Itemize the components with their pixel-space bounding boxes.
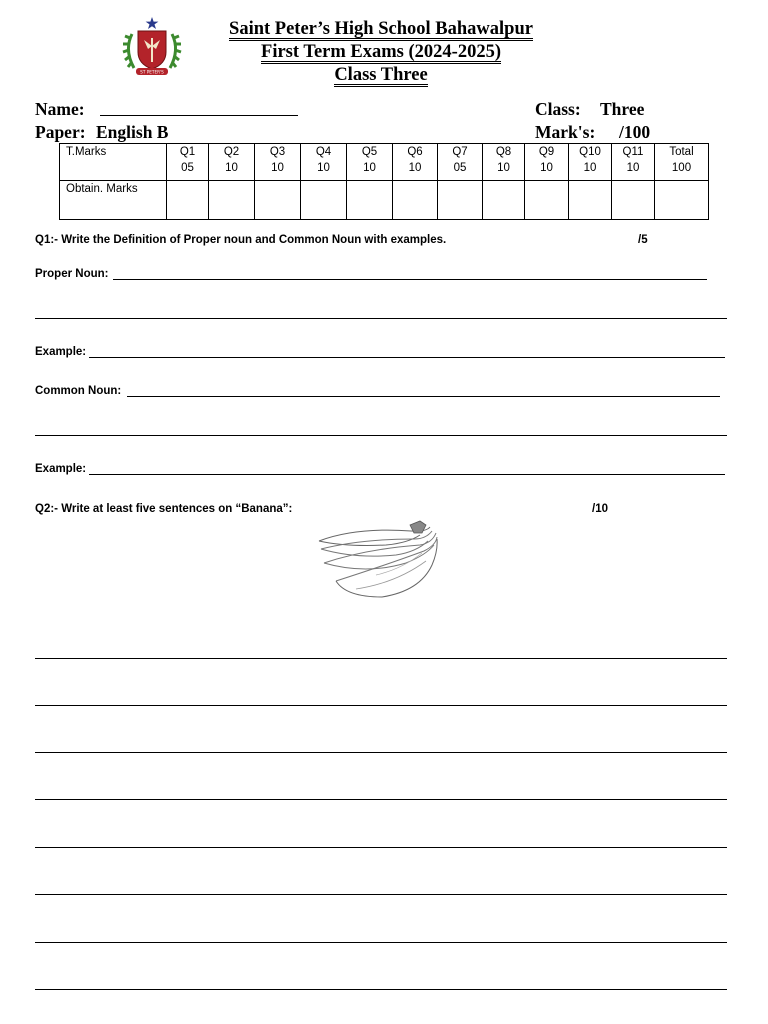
q3-total: Q3 10	[255, 144, 301, 181]
q9-obtained[interactable]	[525, 181, 569, 220]
q1-question: Q1:- Write the Definition of Proper noun and Common Noun with examples.	[35, 234, 447, 246]
answer-line-5[interactable]	[35, 847, 727, 848]
q4-obtained[interactable]	[301, 181, 347, 220]
answer-line-1[interactable]	[35, 658, 727, 659]
proper-noun-line[interactable]	[113, 279, 707, 280]
q2-total: Q2 10	[209, 144, 255, 181]
name-field[interactable]	[100, 115, 298, 116]
q8-obtained[interactable]	[483, 181, 525, 220]
q2-marks: /10	[592, 503, 608, 515]
answer-line-3[interactable]	[35, 752, 727, 753]
marks-label: Mark's:	[535, 122, 596, 142]
answer-line-4[interactable]	[35, 799, 727, 800]
example-1-line[interactable]	[89, 357, 725, 358]
q10-obtained[interactable]	[569, 181, 612, 220]
proper-noun-line-2[interactable]	[35, 318, 727, 319]
q5-total: Q5 10	[347, 144, 393, 181]
total-obtained[interactable]	[655, 181, 709, 220]
class-value: Three	[600, 99, 645, 119]
example-2-line[interactable]	[89, 474, 725, 475]
example-2-label: Example:	[35, 463, 87, 475]
common-noun-line-2[interactable]	[35, 435, 727, 436]
class-title: Class Three	[334, 65, 428, 85]
q8-total: Q8 10	[483, 144, 525, 181]
answer-line-6[interactable]	[35, 894, 727, 895]
total-marks-row	[60, 144, 709, 181]
q1-obtained[interactable]	[167, 181, 209, 220]
name-label: Name:	[35, 99, 85, 119]
example-1-label: Example:	[35, 346, 87, 358]
svg-text:ST PETER'S: ST PETER'S	[140, 69, 164, 75]
q6-obtained[interactable]	[393, 181, 438, 220]
total-marks-value: /100	[619, 122, 651, 142]
obtain-marks-label: Obtain. Marks	[60, 181, 167, 220]
q4-total: Q4 10	[301, 144, 347, 181]
answer-line-2[interactable]	[35, 705, 727, 706]
proper-noun-label: Proper Noun:	[35, 268, 109, 280]
grand-total: Total 100	[655, 144, 709, 181]
common-noun-label: Common Noun:	[35, 385, 122, 397]
exam-title: First Term Exams (2024-2025)	[261, 42, 501, 62]
answer-line-8[interactable]	[35, 989, 727, 990]
paper-value: English B	[96, 122, 169, 142]
class-label: Class:	[535, 99, 581, 119]
obtained-marks-row	[60, 181, 709, 220]
q6-total: Q6 10	[393, 144, 438, 181]
t-marks-label: T.Marks	[60, 144, 167, 181]
marks-table	[59, 143, 709, 220]
paper-label: Paper:	[35, 122, 86, 142]
q9-total: Q9 10	[525, 144, 569, 181]
q1-total: Q1 05	[167, 144, 209, 181]
banana-image	[316, 519, 440, 601]
q2-question: Q2:- Write at least five sentences on “Banana”:	[35, 503, 293, 515]
q7-obtained[interactable]	[438, 181, 483, 220]
answer-line-7[interactable]	[35, 942, 727, 943]
q11-total: Q11 10	[612, 144, 655, 181]
q1-marks: /5	[638, 234, 648, 246]
q10-total: Q10 10	[569, 144, 612, 181]
q7-total: Q7 05	[438, 144, 483, 181]
q11-obtained[interactable]	[612, 181, 655, 220]
q5-obtained[interactable]	[347, 181, 393, 220]
school-name: Saint Peter’s High School Bahawalpur	[229, 19, 533, 39]
q2-obtained[interactable]	[209, 181, 255, 220]
q3-obtained[interactable]	[255, 181, 301, 220]
common-noun-line[interactable]	[127, 396, 720, 397]
